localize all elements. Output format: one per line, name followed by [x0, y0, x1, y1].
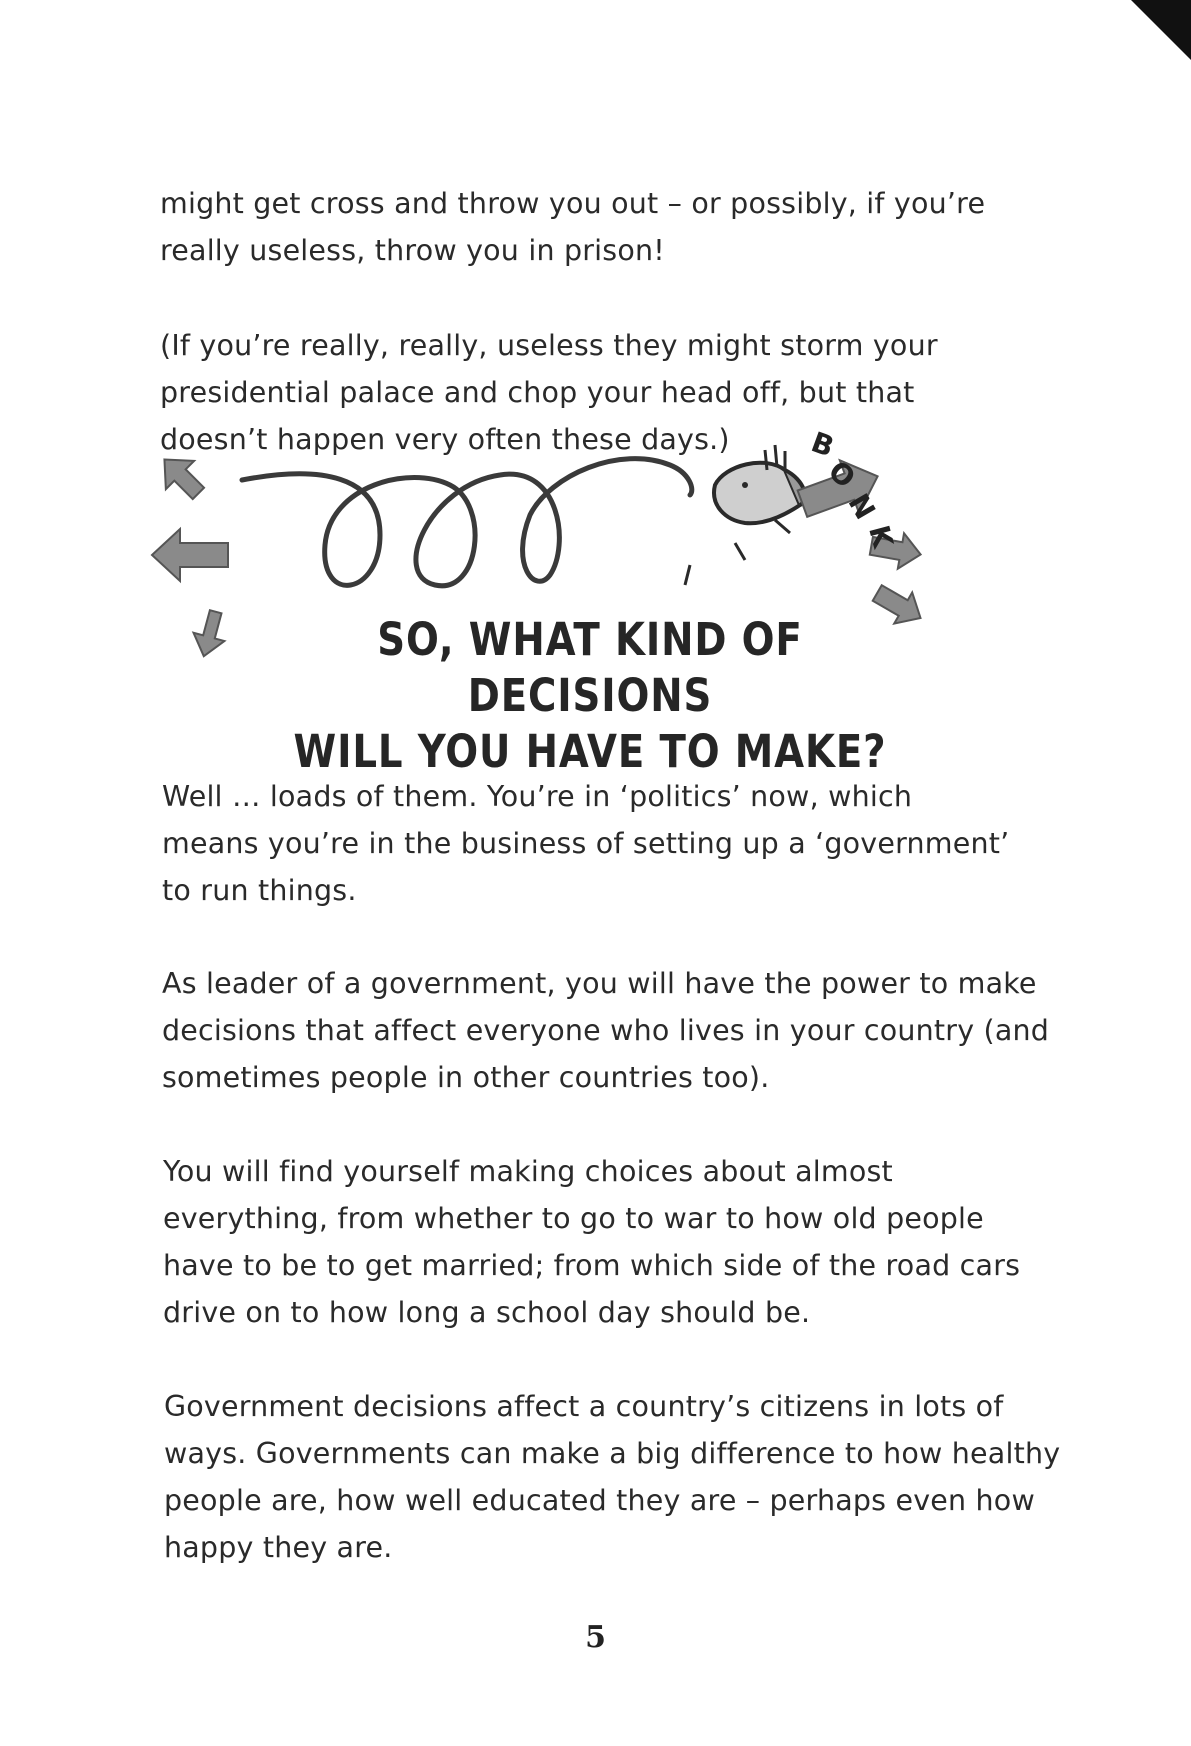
bonk-letter: O — [822, 454, 862, 495]
arrow-left-icon — [152, 529, 228, 581]
text-line: everything, from whether to go to war to how old people — [163, 1202, 984, 1235]
text-line: As leader of a government, you will have the power to make — [162, 967, 1037, 1000]
paragraph-leader — [162, 960, 1062, 1101]
text-line: sometimes people in other countries too). — [162, 1061, 770, 1094]
heading-line: WILL YOU HAVE TO MAKE? — [293, 725, 887, 778]
text-line: really useless, throw you in prison! — [160, 234, 665, 267]
paragraph-effects — [164, 1383, 1064, 1571]
text-line: to run things. — [162, 874, 357, 907]
paragraph-intro-continued — [160, 180, 1060, 274]
text-line: means you’re in the business of setting up a ‘government’ — [162, 827, 1010, 860]
text-line: Well … loads of them. You’re in ‘politics’ now, which — [162, 780, 913, 813]
text-line: presidential palace and chop your head off, but that — [160, 376, 915, 409]
text-line: happy they are. — [164, 1531, 393, 1564]
arrow-down-icon — [188, 608, 231, 661]
text-line: Government decisions affect a country’s citizens in lots of — [164, 1390, 1004, 1423]
bonk-letter: K — [862, 521, 900, 552]
cartoon-head-icon — [714, 445, 805, 523]
text-line: have to be to get married; from which side of the road cars — [163, 1249, 1021, 1282]
text-line: ways. Governments can make a big difference to how healthy — [164, 1437, 1061, 1470]
page-corner-shadow — [1131, 0, 1191, 60]
text-line: people are, how well educated they are – perhaps even how — [164, 1484, 1035, 1517]
text-line: (If you’re really, really, useless they might storm your — [160, 329, 938, 362]
section-heading — [263, 612, 917, 780]
bonk-letter: N — [841, 488, 882, 525]
heading-line: SO, WHAT KIND OF DECISIONS — [377, 613, 803, 722]
bonk-letter: B — [807, 425, 839, 464]
text-line: doesn’t happen very often these days.) — [160, 423, 730, 456]
paragraph-choices — [163, 1148, 1063, 1336]
paragraph-politics — [162, 773, 1062, 914]
text-line: You will find yourself making choices about almost — [163, 1155, 893, 1188]
text-line: might get cross and throw you out – or possibly, if you’re — [160, 187, 986, 220]
swirl-line-icon — [242, 459, 692, 586]
text-line: decisions that affect everyone who lives in your country (and — [162, 1014, 1050, 1047]
text-line: drive on to how long a school day should be. — [163, 1296, 811, 1329]
arrow-up-left-icon — [150, 445, 212, 507]
page-number: 5 — [585, 1620, 606, 1655]
